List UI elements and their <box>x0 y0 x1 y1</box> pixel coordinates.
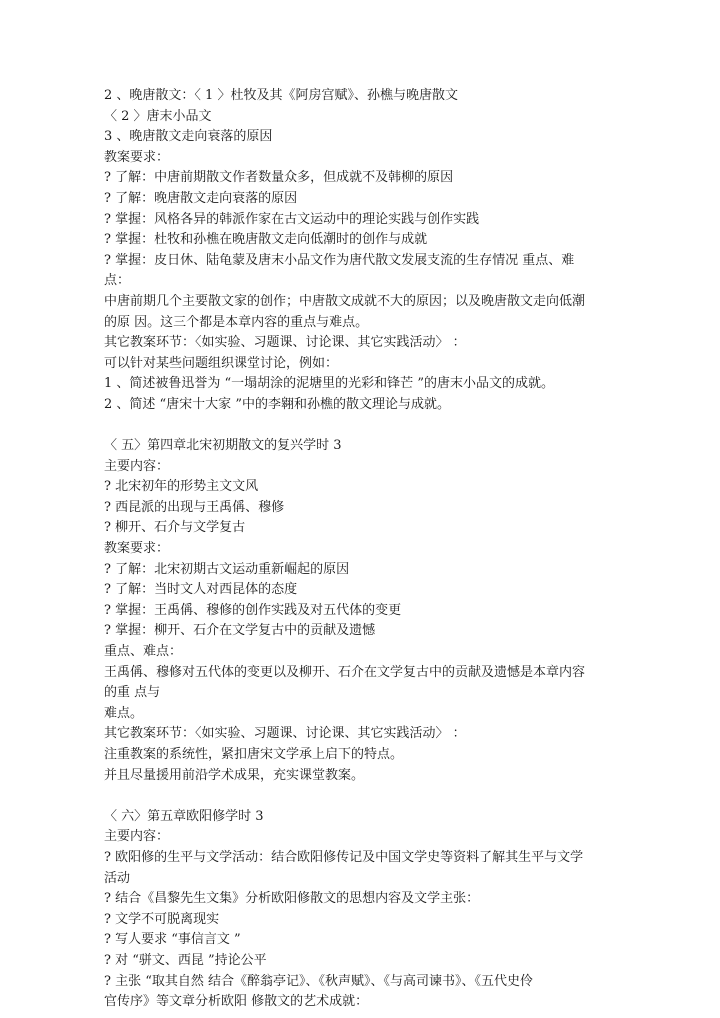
text-line: ? 了解：北宋初期古文运动重新崛起的原因 <box>104 561 350 577</box>
text-line: ? 掌握：王禹偁、穆修的创作实践及对五代体的变更 <box>104 602 402 618</box>
text-line: 的重 点与 <box>104 685 161 701</box>
text-line: ? 掌握：风格各异的韩派作家在古文运动中的理论实践与创作实践 <box>104 211 480 227</box>
text-line: 活动 <box>104 870 131 886</box>
text-line: ? 对 “骈文、西昆 ”持论公平 <box>104 952 267 968</box>
text-line: 1 、简述被鲁迅誉为 “一塌胡涂的泥塘里的光彩和锋芒 ”的唐末小品文的成就。 <box>104 376 554 392</box>
text-line: 教案要求： <box>104 541 170 557</box>
text-line: 并且尽量援用前沿学术成果，充实课堂教案。 <box>104 767 365 783</box>
text-line: 3 、晚唐散文走向衰落的原因 <box>104 129 273 145</box>
text-line: 其它教案环节：〈如实验、习题课、讨论课、其它实践活动〉 ： <box>104 726 466 742</box>
text-line: ? 了解：晚唐散文走向衰落的原因 <box>104 190 298 206</box>
text-line: 的原 因。这三个都是本章内容的重点与难点。 <box>104 314 369 330</box>
text-line: 〈 五〉第四章北宋初期散文的复兴学时 3 <box>104 438 342 454</box>
text-line: ? 写人要求 “事信言文 ” <box>104 932 241 948</box>
text-line: 点： <box>104 273 131 289</box>
text-line: 可以针对某些问题组织课堂讨论，例如： <box>104 355 339 371</box>
text-line: ? 主张 “取其自然 结合《醉翁亭记》、《秋声赋》、《与高司谏书》、《五代史伶 <box>104 973 534 989</box>
text-line: 2 、晚唐散文：〈 1 〉杜牧及其《阿房宫赋》、孙樵与晚唐散文 <box>104 88 458 103</box>
document-body <box>104 86 624 1013</box>
text-line: 重点、难点： <box>104 644 183 660</box>
text-line: 2 、简述 “唐宋十大家 ”中的李翱和孙樵的散文理论与成就。 <box>104 396 450 412</box>
section-spacer <box>104 786 624 807</box>
text-line: 注重教案的系统性，紧扣唐宋文学承上启下的特点。 <box>104 747 404 762</box>
text-line: ? 掌握：皮日休、陆龟蒙及唐末小品文作为唐代散文发展支流的生存情况 重点、难 <box>104 252 575 268</box>
text-line: 〈 六〉第五章欧阳修学时 3 <box>104 808 264 824</box>
text-line: 教案要求： <box>104 149 170 165</box>
text-line: ? 了解：当时文人对西昆体的态度 <box>104 582 298 598</box>
text-line: 官传序》等文章分析欧阳 修散文的艺术成就： <box>104 994 369 1010</box>
text-line: 主要内容： <box>104 458 170 474</box>
text-line: ? 北宋初年的形势主文文风 <box>104 479 259 495</box>
section-spacer <box>104 416 624 437</box>
text-line: ? 了解：中唐前期散文作者数量众多，但成就不及韩柳的原因 <box>104 170 454 186</box>
section-late-tang-prose <box>104 86 624 416</box>
text-line: ? 结合《昌黎先生文集》分析欧阳修散文的思想内容及文学主张： <box>104 891 480 907</box>
text-line: 其它教案环节：〈如实验、习题课、讨论课、其它实践活动〉 ： <box>104 335 466 351</box>
section-ouyang-xiu <box>104 807 624 1013</box>
text-line: 中唐前期几个主要散文家的创作；中唐散文成就不大的原因；以及晚唐散文走向低潮 <box>104 293 586 309</box>
text-line: 〈 2 〉唐末小品文 <box>104 108 212 124</box>
text-line: ? 掌握：杜牧和孙樵在晚唐散文走向低潮时的创作与成就 <box>104 232 428 248</box>
text-line: ? 欧阳修的生平与文学活动：结合欧阳修传记及中国文学史等资料了解其生平与文学 <box>104 849 584 865</box>
text-line: 王禹偁、穆修对五代体的变更以及柳开、石介在文学复古中的贡献及遗憾是本章内容 <box>104 664 586 680</box>
text-line: 主要内容： <box>104 829 170 845</box>
text-line: ? 西昆派的出现与王禹偁、穆修 <box>104 499 285 515</box>
text-line: ? 柳开、石介与文学复古 <box>104 520 246 536</box>
section-early-song-prose <box>104 436 624 786</box>
text-line: 难点。 <box>104 705 144 721</box>
text-line: ? 掌握：柳开、石介在文学复古中的贡献及遗憾 <box>104 623 376 639</box>
text-line: ? 文学不可脱离现实 <box>104 911 220 927</box>
